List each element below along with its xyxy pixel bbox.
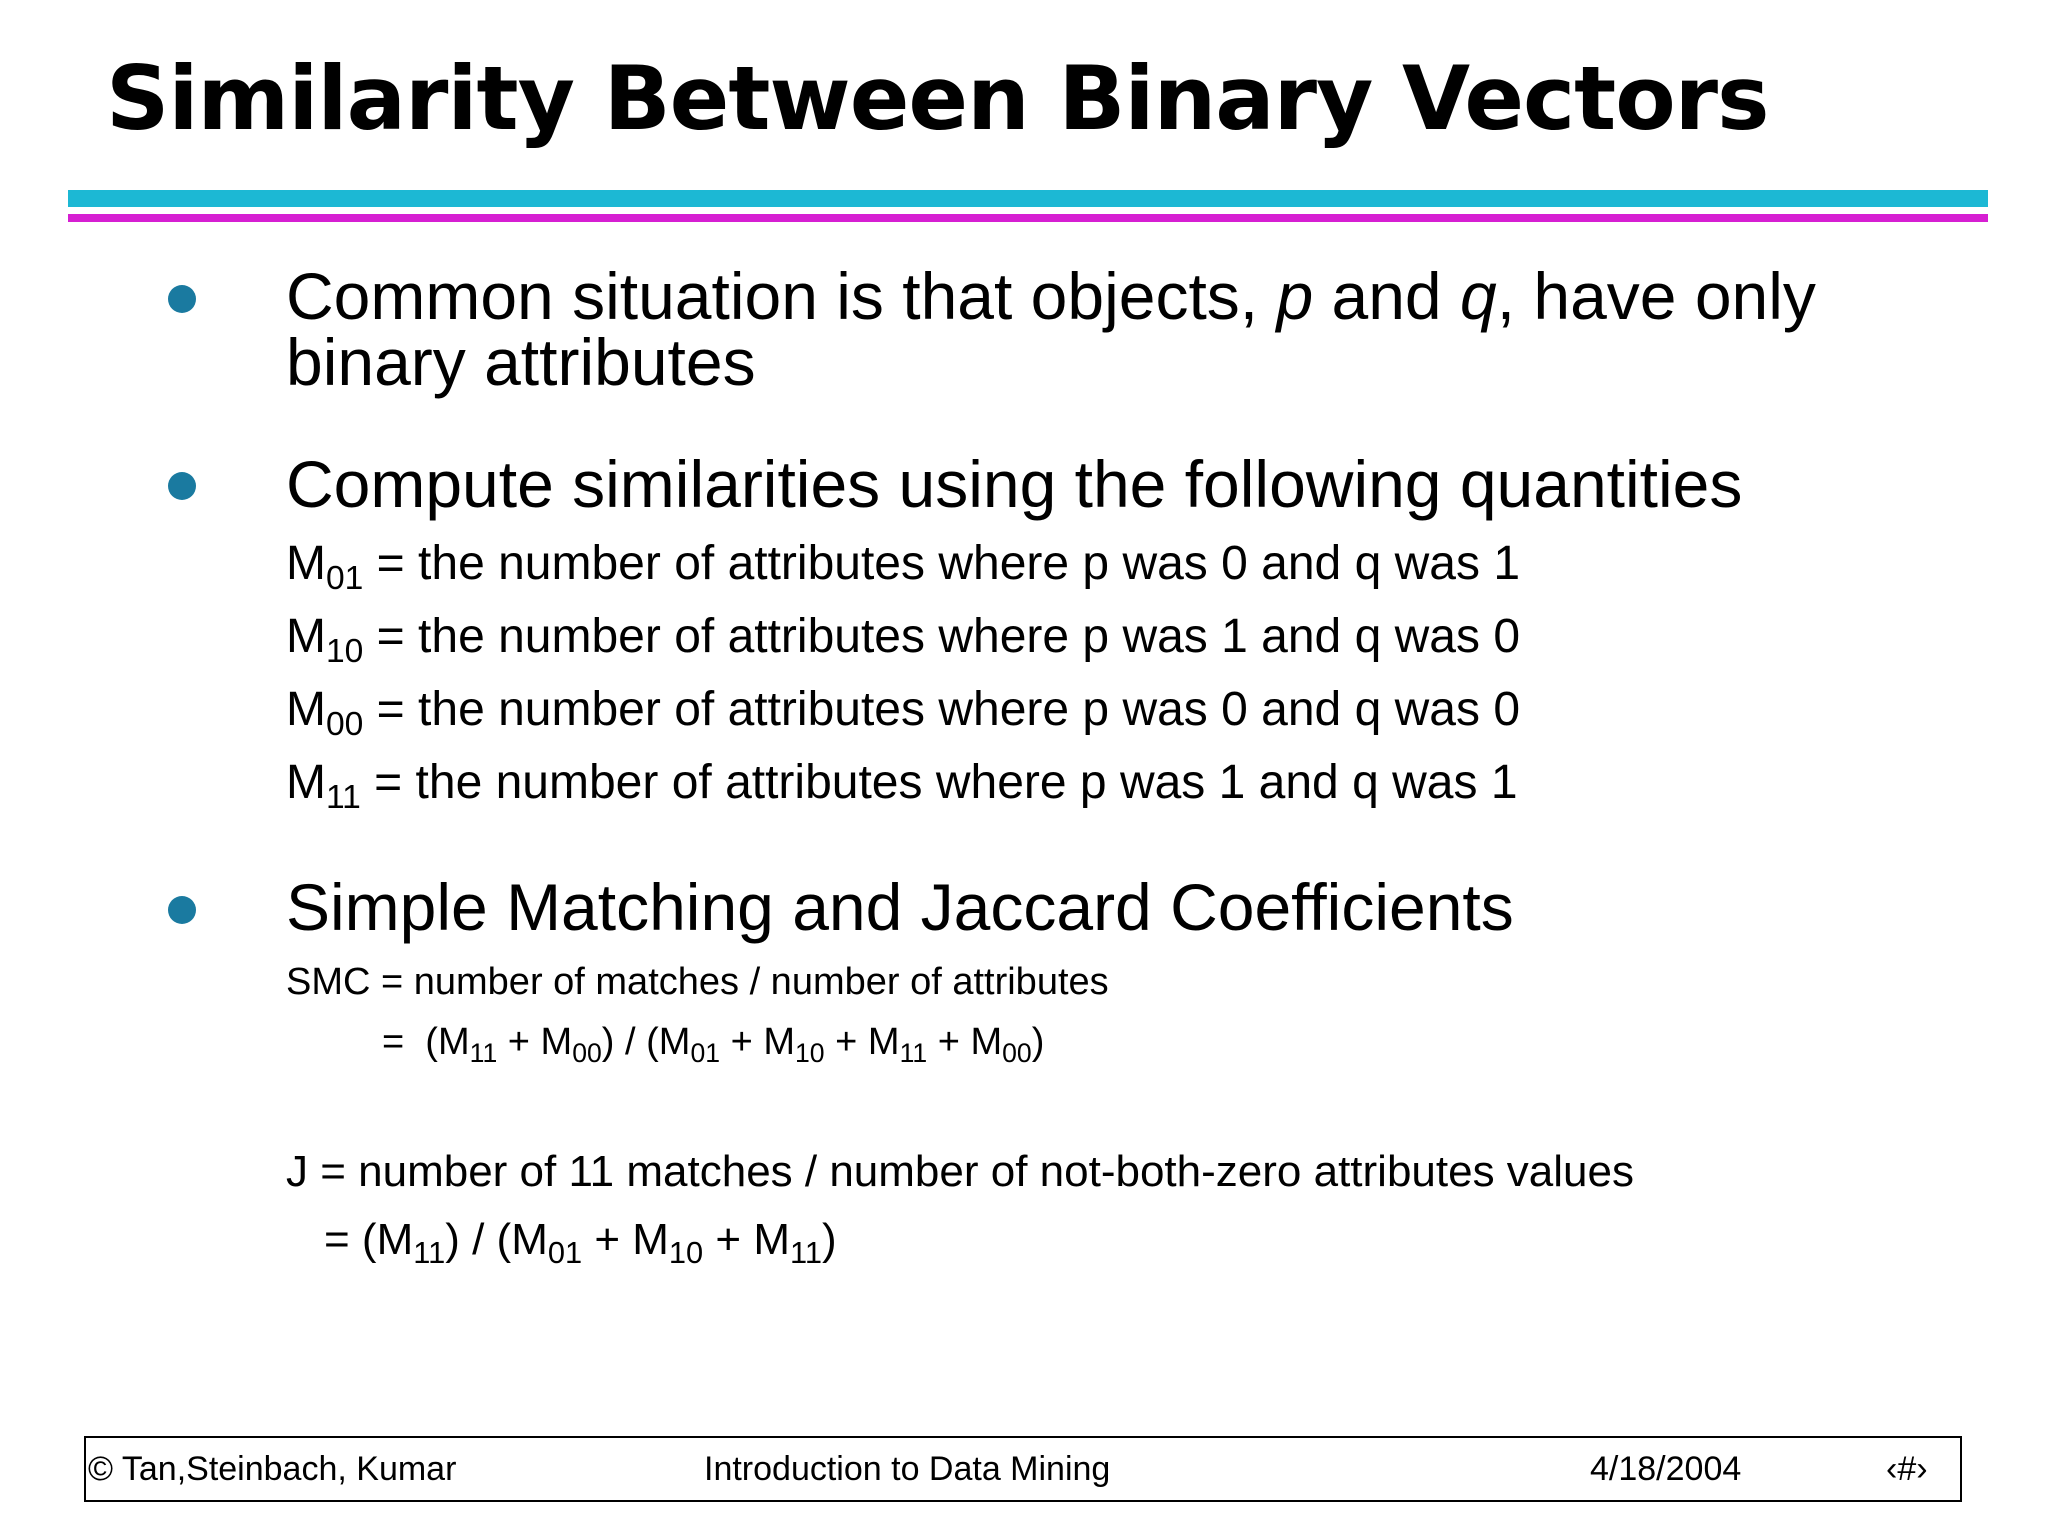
footer-course: Introduction to Data Mining	[704, 1450, 1111, 1488]
quantity-definition: = the number of attributes where p was 0 and q was 0	[363, 683, 1521, 736]
quantity-m10	[286, 609, 1521, 671]
jaccard-definition: J = number of 11 matches / number of not-both-zero attributes values	[286, 1147, 1634, 1196]
jaccard-formula: = $(M_{11}) / (M_{01} + M_{10} + M_{11})$	[324, 1215, 837, 1271]
quantity-m11	[286, 755, 1518, 817]
quantity-symbol: M	[286, 537, 326, 590]
bullet-dot	[168, 896, 196, 924]
slide-title: Similarity Between Binary Vectors	[106, 47, 1769, 150]
bullet-3-text: Simple Matching and Jaccard Coefficients	[286, 870, 1514, 944]
smc-formula: = $(M_{11} + M_{00}) / (M_{01} + M_{10} + M_{11} + M_{00})$	[382, 1021, 1045, 1068]
var-p: p	[1276, 259, 1314, 333]
bullet-dot	[168, 472, 196, 500]
bullet-dot	[168, 285, 196, 313]
quantity-symbol: M	[286, 756, 326, 809]
quantity-definition: = the number of attributes where p was 0 and q was 1	[363, 537, 1521, 590]
slide-footer	[84, 1436, 1962, 1502]
quantity-m00	[286, 682, 1521, 744]
quantity-subscript: 11	[325, 779, 361, 817]
title-underline-cyan	[68, 190, 1988, 207]
footer-date: 4/18/2004	[1590, 1450, 1742, 1488]
bullet-1-text-a: Common situation is that objects,	[286, 259, 1277, 333]
title-underline-magenta	[68, 214, 1988, 222]
quantity-m01	[286, 536, 1521, 598]
bullet-2-text: Compute similarities using the following quantities	[286, 447, 1743, 521]
footer-page-number: ‹#›	[1886, 1450, 1928, 1488]
bullet-1-text-and: and	[1313, 259, 1460, 333]
bullet-1-line-2: binary attributes	[286, 325, 756, 399]
quantity-subscript: 00	[325, 706, 364, 744]
bullet-1-text-b: , have only	[1496, 259, 1816, 333]
quantity-definition: = the number of attributes where p was 1 and q was 0	[363, 610, 1521, 663]
smc-definition: SMC = number of matches / number of attributes	[286, 961, 1109, 1003]
quantity-symbol: M	[286, 683, 326, 736]
title-underline-gap	[68, 207, 1988, 214]
bullet-1-line-1	[286, 259, 1816, 333]
quantity-symbol: M	[286, 610, 326, 663]
var-q: q	[1459, 259, 1497, 333]
quantity-subscript: 10	[325, 633, 364, 671]
quantity-subscript: 01	[325, 560, 364, 598]
footer-authors: © Tan,Steinbach, Kumar	[88, 1450, 457, 1488]
quantity-definition: = the number of attributes where p was 1 and q was 1	[360, 756, 1518, 809]
